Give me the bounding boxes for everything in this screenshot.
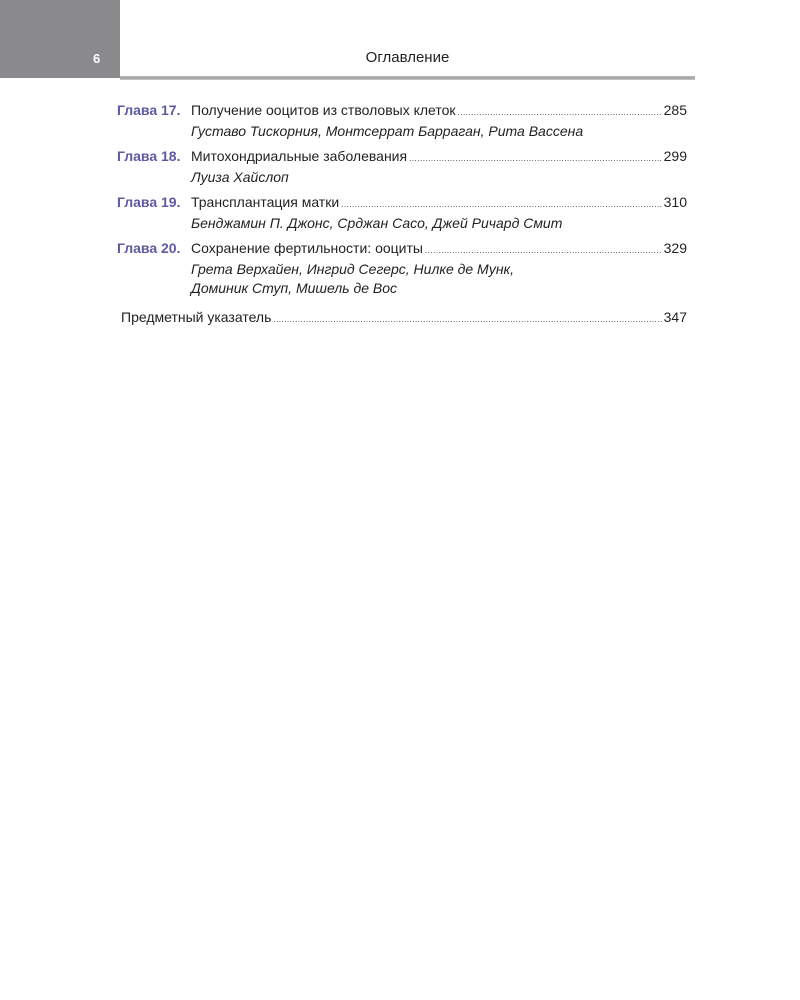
toc-entry-body xyxy=(191,193,687,233)
page-ref: 285 xyxy=(663,102,687,118)
toc-entry-chapter-17[interactable] xyxy=(117,101,687,141)
page-ref: 310 xyxy=(663,194,687,210)
toc-title-line xyxy=(191,101,687,122)
dot-leader xyxy=(458,103,662,122)
chapter-title: Получение ооцитов из стволовых клеток xyxy=(191,102,456,118)
toc-entry-chapter-19[interactable] xyxy=(117,193,687,233)
toc-entry-body xyxy=(191,239,687,298)
running-title: Оглавление xyxy=(365,49,450,66)
table-of-contents xyxy=(117,101,687,329)
header-rule xyxy=(120,76,695,80)
chapter-label: Глава 19. xyxy=(117,194,181,210)
chapter-title: Митохондриальные заболевания xyxy=(191,148,408,164)
index-title: Предметный указатель xyxy=(121,309,272,325)
page-ref: 299 xyxy=(663,148,687,164)
chapter-title: Сохранение фертильности: ооциты xyxy=(191,240,423,256)
toc-entry-chapter-20[interactable] xyxy=(117,239,687,298)
chapter-authors: Густаво Тискорния, Монтсеррат Барраган, Рита Вассена xyxy=(191,123,584,139)
dot-leader xyxy=(341,195,661,214)
dot-leader xyxy=(273,310,661,329)
chapter-label: Глава 20. xyxy=(117,240,181,256)
dot-leader xyxy=(409,149,662,168)
chapter-title: Трансплантация матки xyxy=(191,194,340,210)
chapter-label: Глава 17. xyxy=(117,102,181,118)
chapter-authors: Доминик Ступ, Мишель де Вос xyxy=(191,280,398,296)
page-ref: 329 xyxy=(663,240,687,256)
chapter-label: Глава 18. xyxy=(117,148,181,164)
chapter-authors: Луиза Хайслоп xyxy=(191,169,289,185)
dot-leader xyxy=(425,241,662,260)
chapter-authors: Грета Верхайен, Ингрид Сегерс, Нилке де Мунк, xyxy=(191,261,515,277)
page-ref: 347 xyxy=(663,309,687,325)
toc-entry-body xyxy=(191,101,687,141)
toc-title-line xyxy=(191,147,687,168)
page-number: 6 xyxy=(93,51,101,66)
toc-entry-body xyxy=(191,147,687,187)
toc-title-line xyxy=(191,239,687,260)
chapter-authors: Бенджамин П. Джонс, Срджан Сасо, Джей Ричард Смит xyxy=(191,215,563,231)
toc-title-line xyxy=(191,193,687,214)
toc-entry-chapter-18[interactable] xyxy=(117,147,687,187)
toc-entry-subject-index[interactable] xyxy=(117,308,687,329)
